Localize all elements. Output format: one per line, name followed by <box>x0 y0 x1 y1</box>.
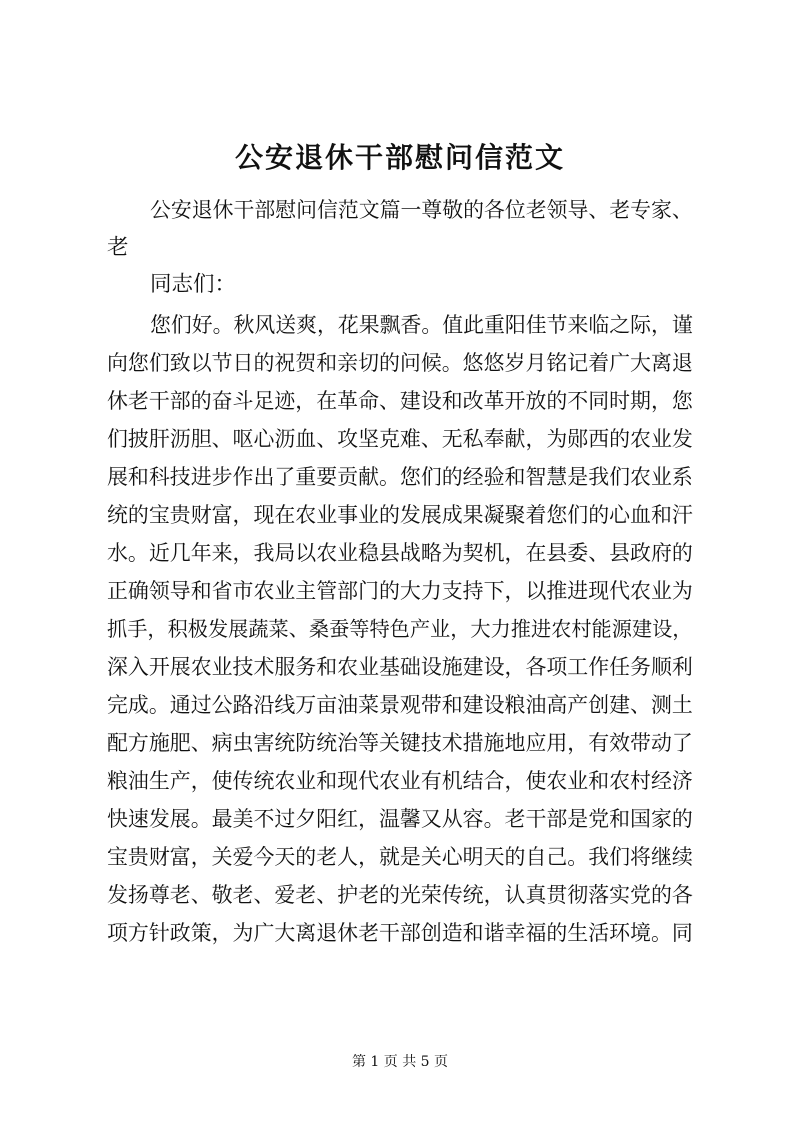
paragraph-line: 同志们： <box>150 272 237 297</box>
paragraph-line: 公安退休干部慰问信范文篇一尊敬的各位老领导、老专家、 <box>150 198 693 222</box>
paragraph-line: 老 <box>107 235 129 260</box>
paragraph-line: 水。近几年来，我局以农业稳县战略为契机，在县委、县政府的 <box>107 541 693 565</box>
paragraph-line: 统的宝贵财富，现在农业事业的发展成果凝聚着您们的心血和汗 <box>107 503 693 527</box>
paragraph-line: 快速发展。最美不过夕阳红，温馨又从容。老干部是党和国家的 <box>107 807 693 831</box>
paragraph-line: 深入开展农业技术服务和农业基础设施建设，各项工作任务顺利 <box>107 655 693 679</box>
paragraph-line: 休老干部的奋斗足迹，在革命、建设和改革开放的不同时期，您 <box>107 389 693 413</box>
paragraph-line: 您们好。秋风送爽，花果飘香。值此重阳佳节来临之际，谨 <box>150 313 693 337</box>
paragraph-line: 粮油生产，使传统农业和现代农业有机结合，使农业和农村经济 <box>107 769 693 793</box>
paragraph-line: 正确领导和省市农业主管部门的大力支持下，以推进现代农业为 <box>107 579 693 603</box>
paragraph-line: 宝贵财富，关爱今天的老人，就是关心明天的自己。我们将继续 <box>107 845 693 869</box>
paragraph-line: 向您们致以节日的祝贺和亲切的问候。悠悠岁月铭记着广大离退 <box>107 351 693 375</box>
document-title: 公安退休干部慰问信范文 <box>234 141 565 174</box>
paragraph-line: 抓手，积极发展蔬菜、桑蚕等特色产业，大力推进农村能源建设， <box>107 617 693 641</box>
paragraph-line: 发扬尊老、敬老、爱老、护老的光荣传统，认真贯彻落实党的各 <box>107 883 693 907</box>
paragraph-line: 项方针政策，为广大离退休老干部创造和谐幸福的生活环境。同 <box>107 921 693 945</box>
paragraph-line: 配方施肥、病虫害统防统治等关键技术措施地应用，有效带动了 <box>107 731 693 755</box>
paragraph-line: 们披肝沥胆、呕心沥血、攻坚克难、无私奉献，为郧西的农业发 <box>107 427 693 451</box>
page-number-footer: 第 1 页 共 5 页 <box>351 1054 449 1070</box>
paragraph-line: 展和科技进步作出了重要贡献。您们的经验和智慧是我们农业系 <box>107 465 693 489</box>
paragraph-line: 完成。通过公路沿线万亩油菜景观带和建设粮油高产创建、测土 <box>107 693 693 717</box>
